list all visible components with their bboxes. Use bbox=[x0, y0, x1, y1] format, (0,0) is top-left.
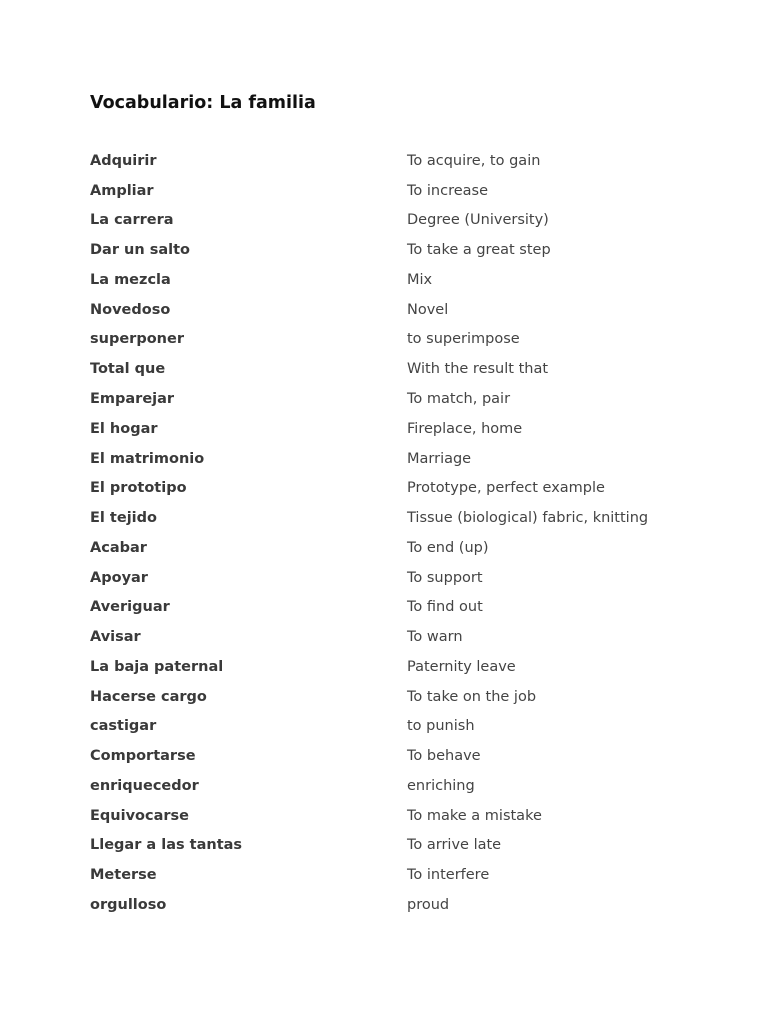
vocabulary-definition: To acquire, to gain bbox=[407, 152, 541, 169]
vocabulary-row bbox=[90, 741, 690, 771]
vocabulary-term: El hogar bbox=[90, 420, 158, 437]
vocabulary-term: Adquirir bbox=[90, 152, 157, 169]
page-title: Vocabulario: La familia bbox=[90, 93, 316, 113]
vocabulary-term: Acabar bbox=[90, 539, 147, 556]
vocabulary-row bbox=[90, 176, 690, 206]
vocabulary-row bbox=[90, 444, 690, 474]
vocabulary-definition: To interfere bbox=[407, 867, 490, 884]
vocabulary-definition: To match, pair bbox=[407, 391, 511, 407]
vocabulary-term: La carrera bbox=[90, 212, 174, 229]
vocabulary-definition: To find out bbox=[407, 599, 483, 616]
vocabulary-definition: To support bbox=[407, 569, 483, 586]
vocabulary-row bbox=[90, 473, 690, 503]
vocabulary-definition: To increase bbox=[407, 182, 488, 199]
vocabulary-definition: To make a mistake bbox=[407, 807, 542, 824]
vocabulary-list bbox=[90, 146, 690, 920]
vocabulary-definition: Prototype, perfect example bbox=[407, 480, 605, 497]
vocabulary-definition: Tissue (biological) fabric, knitting bbox=[407, 510, 649, 527]
vocabulary-row bbox=[90, 771, 690, 801]
vocabulary-row bbox=[90, 890, 690, 920]
vocabulary-row bbox=[90, 533, 690, 563]
vocabulary-row bbox=[90, 682, 690, 712]
vocabulary-definition: To behave bbox=[407, 748, 481, 765]
vocabulary-definition: enriching bbox=[407, 777, 475, 794]
vocabulary-row bbox=[90, 563, 690, 593]
vocabulary-term: La baja paternal bbox=[90, 658, 224, 675]
vocabulary-term: castigar bbox=[90, 718, 157, 735]
vocabulary-term: Novedoso bbox=[90, 301, 171, 318]
vocabulary-definition: To end (up) bbox=[407, 539, 489, 556]
vocabulary-row bbox=[90, 235, 690, 265]
vocabulary-definition: Fireplace, home bbox=[407, 420, 523, 437]
vocabulary-term: Emparejar bbox=[90, 391, 175, 407]
vocabulary-definition: With the result that bbox=[407, 361, 549, 378]
vocabulary-row bbox=[90, 622, 690, 652]
vocabulary-definition: Marriage bbox=[407, 450, 472, 467]
vocabulary-term: Averiguar bbox=[90, 599, 170, 616]
vocabulary-definition: To arrive late bbox=[407, 837, 502, 854]
vocabulary-term: Apoyar bbox=[90, 569, 148, 586]
vocabulary-row bbox=[90, 146, 690, 176]
vocabulary-row bbox=[90, 384, 690, 414]
vocabulary-term: Equivocarse bbox=[90, 807, 189, 824]
vocabulary-definition: Novel bbox=[407, 301, 449, 318]
vocabulary-term: Dar un salto bbox=[90, 242, 190, 259]
vocabulary-term: El matrimonio bbox=[90, 450, 205, 467]
vocabulary-term: superponer bbox=[90, 331, 184, 348]
vocabulary-row bbox=[90, 652, 690, 682]
vocabulary-definition: To warn bbox=[407, 629, 463, 646]
vocabulary-term: Llegar a las tantas bbox=[90, 837, 243, 854]
vocabulary-term: El prototipo bbox=[90, 480, 187, 497]
vocabulary-term: enriquecedor bbox=[90, 777, 199, 794]
vocabulary-term: Total que bbox=[90, 361, 166, 378]
vocabulary-definition: Mix bbox=[407, 271, 433, 288]
vocabulary-term: El tejido bbox=[90, 510, 157, 527]
vocabulary-definition: to superimpose bbox=[407, 331, 520, 348]
vocabulary-row bbox=[90, 503, 690, 533]
vocabulary-row bbox=[90, 206, 690, 236]
vocabulary-row bbox=[90, 265, 690, 295]
vocabulary-term: Meterse bbox=[90, 867, 157, 884]
vocabulary-term: orgulloso bbox=[90, 897, 167, 914]
vocabulary-term: Ampliar bbox=[90, 182, 154, 199]
vocabulary-row bbox=[90, 414, 690, 444]
vocabulary-row bbox=[90, 860, 690, 890]
vocabulary-row bbox=[90, 295, 690, 325]
vocabulary-term: Comportarse bbox=[90, 748, 196, 765]
vocabulary-definition: Degree (University) bbox=[407, 212, 549, 229]
vocabulary-row bbox=[90, 831, 690, 861]
vocabulary-definition: To take on the job bbox=[407, 688, 537, 705]
vocabulary-definition: to punish bbox=[407, 718, 475, 735]
vocabulary-row bbox=[90, 354, 690, 384]
vocabulary-definition: To take a great step bbox=[407, 242, 551, 259]
vocabulary-definition: proud bbox=[407, 897, 450, 914]
vocabulary-definition: Paternity leave bbox=[407, 658, 516, 675]
vocabulary-row bbox=[90, 712, 690, 742]
vocabulary-row bbox=[90, 325, 690, 355]
vocabulary-row bbox=[90, 592, 690, 622]
vocabulary-row bbox=[90, 801, 690, 831]
vocabulary-term: La mezcla bbox=[90, 271, 171, 288]
vocabulary-term: Avisar bbox=[90, 629, 141, 646]
vocabulary-term: Hacerse cargo bbox=[90, 688, 207, 705]
